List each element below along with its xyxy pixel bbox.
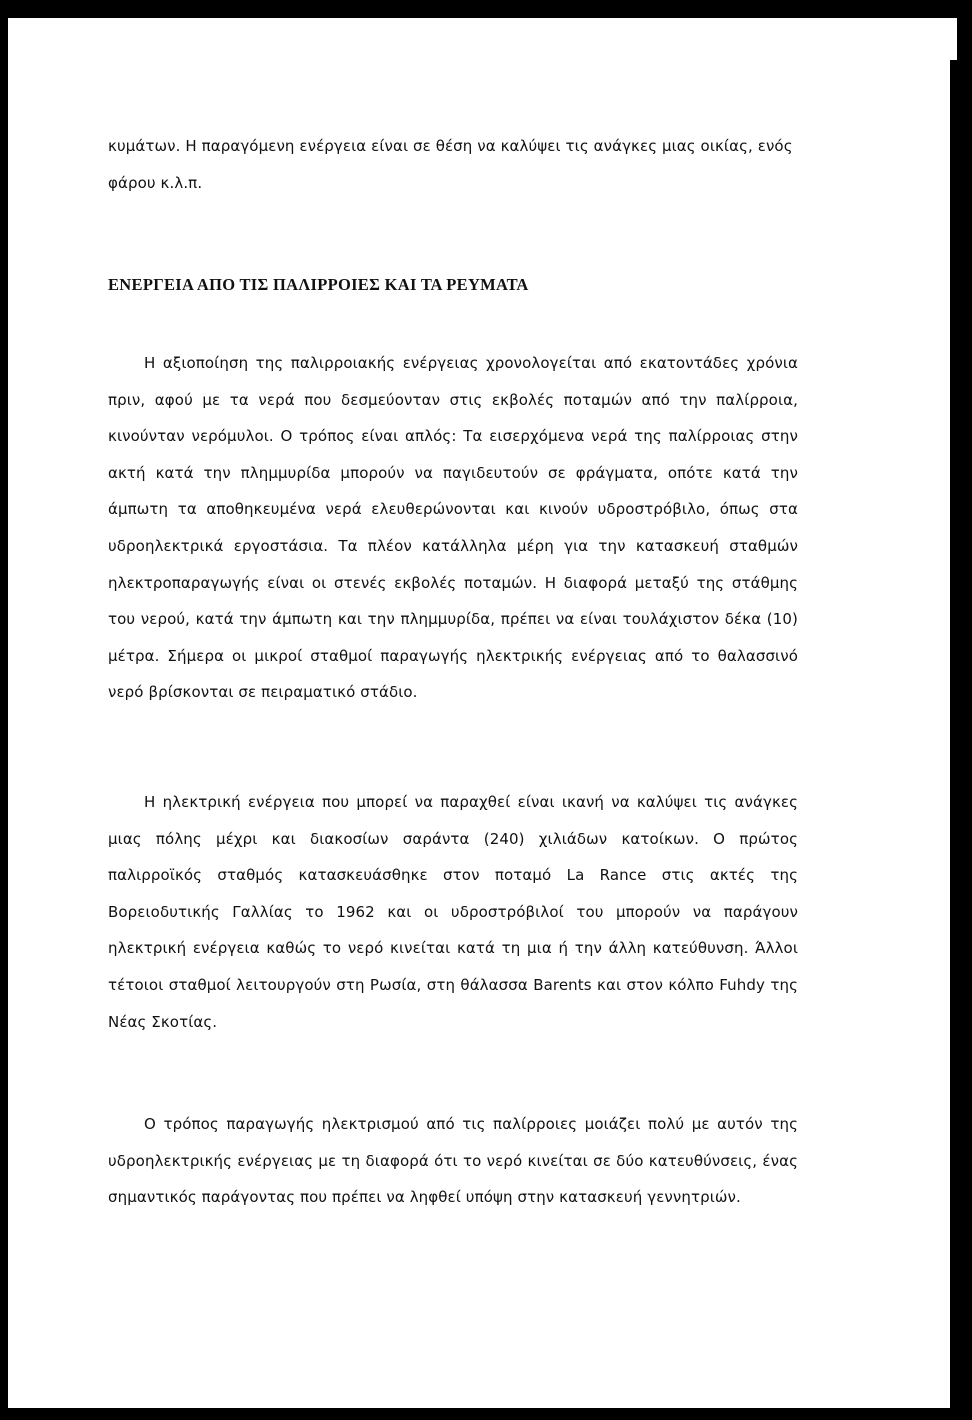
body-paragraph-2: Η ηλεκτρική ενέργεια που μπορεί να παραχθεί είναι ικανή να καλύψει τις ανάγκες μιας πόλης μέχρι και διακοσίων σαράντα (240) χιλιάδων κατοίκων. Ο πρώτος παλιρροϊκός σταθμός κατασκευάσθηκε στον ποταμό La Rance στις ακτές της Βορειοδυτικής Γαλλίας το 1962 και οι υδροστρόβιλοί του μπορούν να παράγουν ηλεκτρική ενέργεια καθώς το νερό κινείται κατά τη μια ή την άλλη κατεύθυνση. Άλλοι τέτοιοι σταθμοί λειτουργούν στη Ρωσία, στη θάλασσα Barents και στον κόλπο Fuhdy της Νέας Σκοτίας. — [108, 793, 798, 1031]
scan-border-right — [957, 0, 972, 1420]
body-paragraph-1: Η αξιοποίηση της παλιρροιακής ενέργειας χρονολογείται από εκατοντάδες χρόνια πριν, αφού με τα νερά που δεσμεύονταν στις εκβολές ποταμών από την παλίρροια, κινούνταν νερόμυλοι. Ο τρόπος είναι απλός: Τα εισερχόμενα νερά της παλίρροιας στην ακτή κατά την πλημμυρίδα μπορούν να παγιδευτούν σε φράγματα, οπότε κατά την άμπωτη τα αποθηκευμένα νερά ελευθερώνονται και κινούν υδροστρόβιλο, όπως στα υδροηλεκτρικά εργοστάσια. Τα πλέον κατάλληλα μέρη για την κατασκευή σταθμών ηλεκτροπαραγωγής είναι οι στενές εκβολές ποταμών. Η διαφορά μεταξύ της στάθμης του νερού, κατά την άμπωτη και την πλημμυρίδα, πρέπει να είναι τουλάχιστον δέκα (10) μέτρα. Σήμερα οι μικροί σταθμοί παραγωγής ηλεκτρικής ενέργειας από το θαλασσινό νερό βρίσκονται σε πειραματικό στάδιο. — [108, 354, 798, 702]
section-heading: ΕΝΕΡΓΕΙΑ ΑΠΟ ΤΙΣ ΠΑΛΙΡΡΟΙΕΣ ΚΑΙ ΤΑ ΡΕΥΜΑΤΑ — [108, 275, 529, 294]
scan-border-top — [0, 0, 972, 18]
body-paragraph-3: Ο τρόπος παραγωγής ηλεκτρισμού από τις παλίρροιες μοιάζει πολύ με αυτόν της υδροηλεκτρικής ενέργειας με τη διαφορά ότι το νερό κινείται σε δύο κατευθύνσεις, ένας σημαντικός παράγοντας που πρέπει να ληφθεί υπόψη στην κατασκευή γεννητριών. — [108, 1115, 798, 1207]
scan-border-right-inner — [950, 60, 957, 1420]
scan-border-bottom — [0, 1408, 972, 1420]
intro-paragraph: κυμάτων. Η παραγόμενη ενέργεια είναι σε θέση να καλύψει τις ανάγκες μιας οικίας, ενός φάρου κ.λ.π. — [108, 137, 793, 192]
scan-border-left — [0, 0, 8, 1420]
